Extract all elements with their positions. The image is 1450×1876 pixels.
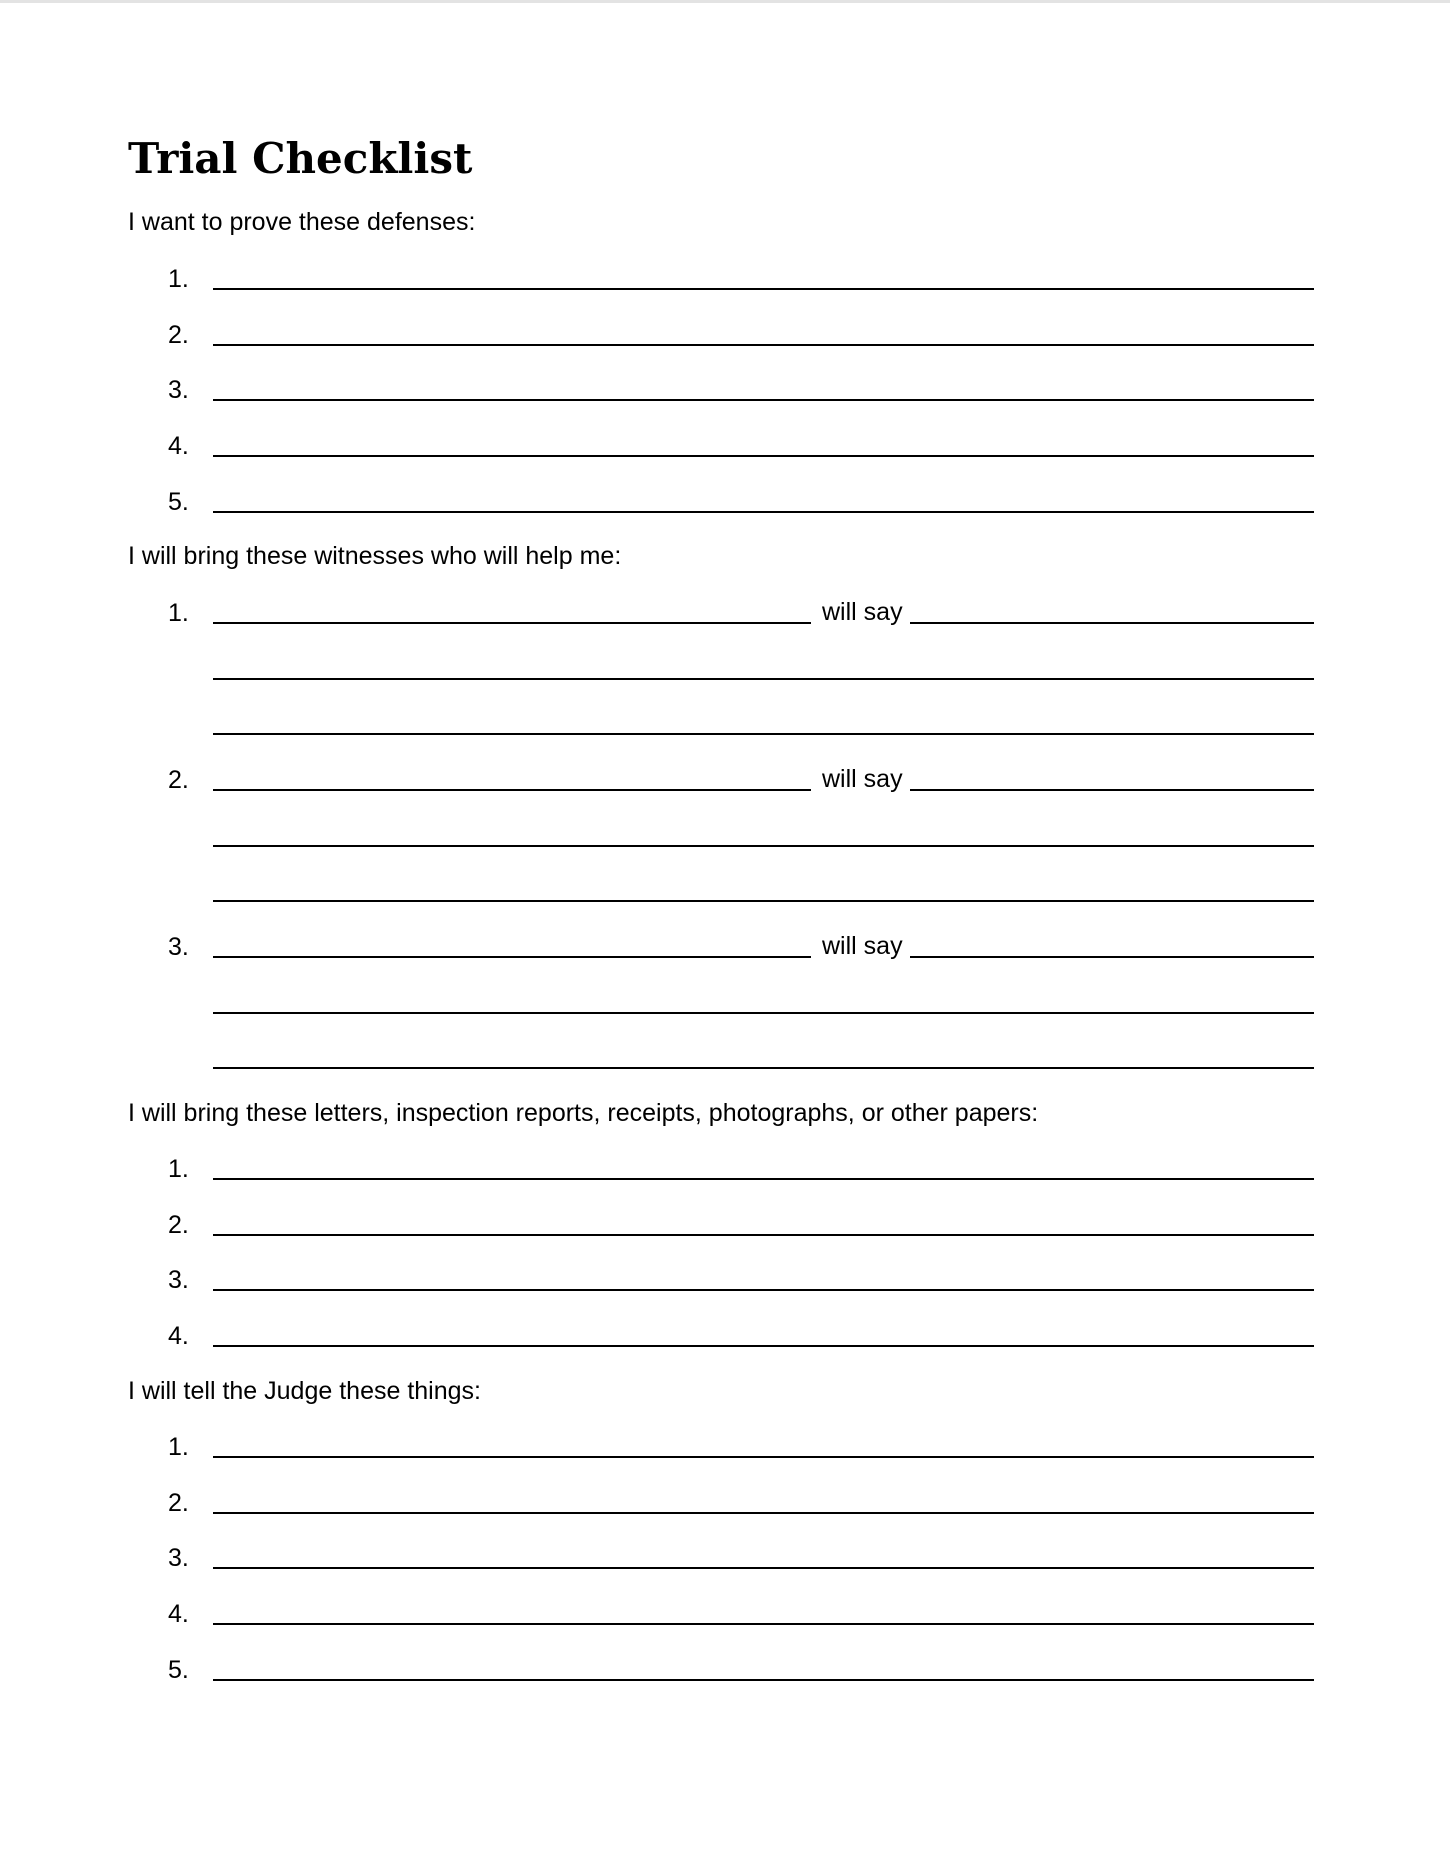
defense-number: 4. bbox=[168, 432, 189, 460]
judge-number: 2. bbox=[168, 1489, 189, 1517]
will-say-label: will say bbox=[822, 932, 903, 960]
judge-line-4[interactable] bbox=[213, 1623, 1314, 1625]
paper-line-3[interactable] bbox=[213, 1289, 1314, 1291]
paper-line-4[interactable] bbox=[213, 1345, 1314, 1347]
defense-number: 3. bbox=[168, 376, 189, 404]
judge-line-3[interactable] bbox=[213, 1567, 1314, 1569]
witness-testimony-line-2c[interactable] bbox=[213, 900, 1314, 902]
witness-testimony-line-3a[interactable] bbox=[910, 956, 1314, 958]
witness-testimony-line-1a[interactable] bbox=[910, 622, 1314, 624]
judge-heading: I will tell the Judge these things: bbox=[128, 1377, 481, 1405]
witness-name-line-2[interactable] bbox=[213, 789, 811, 791]
papers-heading: I will bring these letters, inspection reports, receipts, photographs, or other papers: bbox=[128, 1099, 1039, 1127]
paper-number: 3. bbox=[168, 1266, 189, 1294]
defense-line-5[interactable] bbox=[213, 511, 1314, 513]
paper-number: 1. bbox=[168, 1155, 189, 1183]
witness-name-line-1[interactable] bbox=[213, 622, 811, 624]
witness-testimony-line-2a[interactable] bbox=[910, 789, 1314, 791]
judge-line-2[interactable] bbox=[213, 1512, 1314, 1514]
witness-testimony-line-1b[interactable] bbox=[213, 678, 1314, 680]
paper-number: 4. bbox=[168, 1322, 189, 1350]
judge-line-1[interactable] bbox=[213, 1456, 1314, 1458]
defense-number: 5. bbox=[168, 488, 189, 516]
page-title: Trial Checklist bbox=[128, 134, 473, 183]
witness-testimony-line-3b[interactable] bbox=[213, 1012, 1314, 1014]
paper-line-1[interactable] bbox=[213, 1178, 1314, 1180]
judge-number: 5. bbox=[168, 1656, 189, 1684]
paper-line-2[interactable] bbox=[213, 1234, 1314, 1236]
witness-testimony-line-1c[interactable] bbox=[213, 733, 1314, 735]
witness-testimony-line-2b[interactable] bbox=[213, 845, 1314, 847]
judge-number: 1. bbox=[168, 1433, 189, 1461]
defense-line-1[interactable] bbox=[213, 288, 1314, 290]
witness-number: 3. bbox=[168, 933, 189, 961]
defense-line-2[interactable] bbox=[213, 344, 1314, 346]
judge-number: 4. bbox=[168, 1600, 189, 1628]
witnesses-heading: I will bring these witnesses who will help me: bbox=[128, 542, 622, 570]
paper-number: 2. bbox=[168, 1211, 189, 1239]
defenses-heading: I want to prove these defenses: bbox=[128, 208, 476, 236]
witness-testimony-line-3c[interactable] bbox=[213, 1067, 1314, 1069]
judge-line-5[interactable] bbox=[213, 1679, 1314, 1681]
defense-number: 1. bbox=[168, 265, 189, 293]
will-say-label: will say bbox=[822, 598, 903, 626]
judge-number: 3. bbox=[168, 1544, 189, 1572]
will-say-label: will say bbox=[822, 765, 903, 793]
witness-number: 2. bbox=[168, 766, 189, 794]
witness-name-line-3[interactable] bbox=[213, 956, 811, 958]
defense-number: 2. bbox=[168, 321, 189, 349]
defense-line-3[interactable] bbox=[213, 399, 1314, 401]
defense-line-4[interactable] bbox=[213, 455, 1314, 457]
witness-number: 1. bbox=[168, 599, 189, 627]
